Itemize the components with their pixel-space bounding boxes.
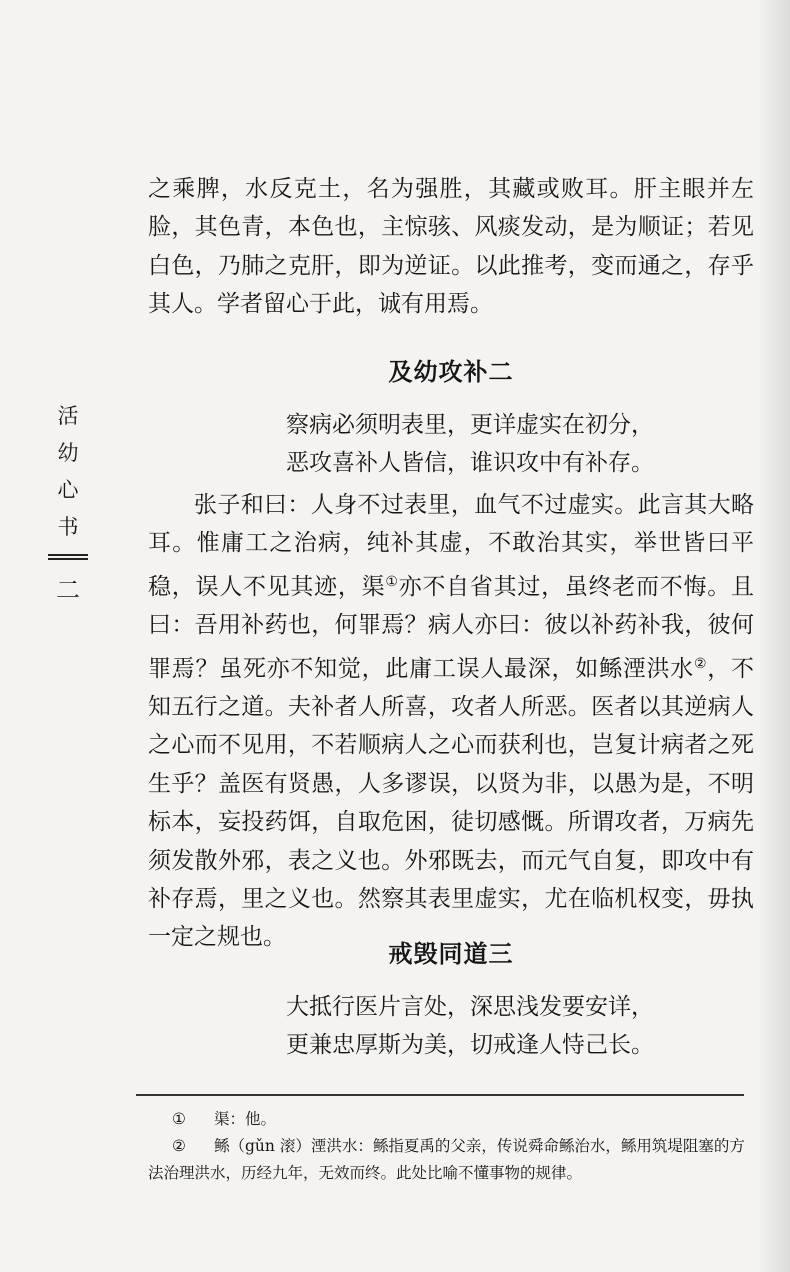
- footnote-ref-2: ②: [693, 655, 708, 672]
- verse-line: 恶攻喜补人皆信，谁识攻中有补存。: [286, 450, 654, 476]
- verse-block-3: [286, 988, 654, 1064]
- running-header: [46, 398, 90, 605]
- footnote-1: [148, 1106, 746, 1133]
- verse-block-2: [286, 406, 654, 482]
- footnote-ref-1: ①: [385, 573, 399, 590]
- verse-line: 察病必须明表里，更详虚实在初分，: [286, 412, 654, 438]
- page-number: 二: [56, 576, 80, 604]
- footnote-mark: ②: [172, 1137, 186, 1155]
- verse-line: 更兼忠厚斯为美，切戒逢人恃己长。: [286, 1032, 654, 1058]
- intro-paragraph-block: [148, 170, 754, 324]
- book-title-char: 书: [57, 515, 79, 539]
- footnote-divider: [136, 1094, 744, 1096]
- body-text-part: 张子和曰：人身不过表里，血气不过虚实。此言其大略耳。惟庸工之治病，纯补其虚，不敢治其实，举世皆曰平稳，误人不见其迹，渠: [148, 492, 754, 600]
- header-divider: [48, 554, 88, 556]
- section-heading-2: 及幼攻补二: [388, 357, 514, 386]
- page-edge-shadow: [760, 0, 790, 1272]
- footnote-text: 渠：他。: [214, 1110, 277, 1128]
- section-2-body: [148, 486, 754, 957]
- body-text-part: ，不知五行之道。夫补者人所喜，攻者人所恶。医者以其逆病人之心而不见用，不若顺病人之心而获利也，岂复计病者之死生乎？盖医有贤愚，人多谬误，以贤为非，以愚为是，不明标本，妄投药饵，自取危困，徒切感慨。所谓攻者，万病先须发散外邪，表之义也。外邪既去，而元气自复，即攻中有补存焉，里之义也。然察其表里虚实，尤在临机权变，毋执一定之规也。: [148, 655, 755, 951]
- footnote-2: [148, 1133, 746, 1187]
- intro-paragraph: 之乘脾，水反克土，名为强胜，其藏或败耳。肝主眼并左脸，其色青，本色也，主惊骇、风痰发动，是为顺证；若见白色，乃肺之克肝，即为逆证。以此推考，变而通之，存乎其人。学者留心于此，诚有用焉。: [148, 176, 754, 318]
- book-title-char: 心: [57, 478, 79, 502]
- footnotes: [148, 1106, 746, 1187]
- section-2-paragraph: [148, 486, 754, 957]
- body-text-part: 亦不自省其过，虽终老而不悔。且曰：吾用补药也，何罪焉？病人亦曰：彼以补药补我，彼何罪焉？虽死亦不知觉，此庸工误人最深，如鲧湮洪水: [148, 573, 754, 682]
- book-title-char: 幼: [57, 441, 79, 465]
- footnote-mark: ①: [172, 1110, 186, 1128]
- verse-line: 大抵行医片言处，深思浅发要安详，: [286, 994, 654, 1020]
- book-title-char: 活: [57, 404, 79, 428]
- book-title-vertical: [46, 398, 90, 546]
- footnote-text: 鲧（gǔn 滚）湮洪水：鲧指夏禹的父亲，传说舜命鲧治水，鲧用筑堤阻塞的方法治理洪水，历经九年，无效而终。此处比喻不懂事物的规律。: [148, 1137, 745, 1182]
- section-heading-3: 戒毁同道三: [388, 939, 514, 968]
